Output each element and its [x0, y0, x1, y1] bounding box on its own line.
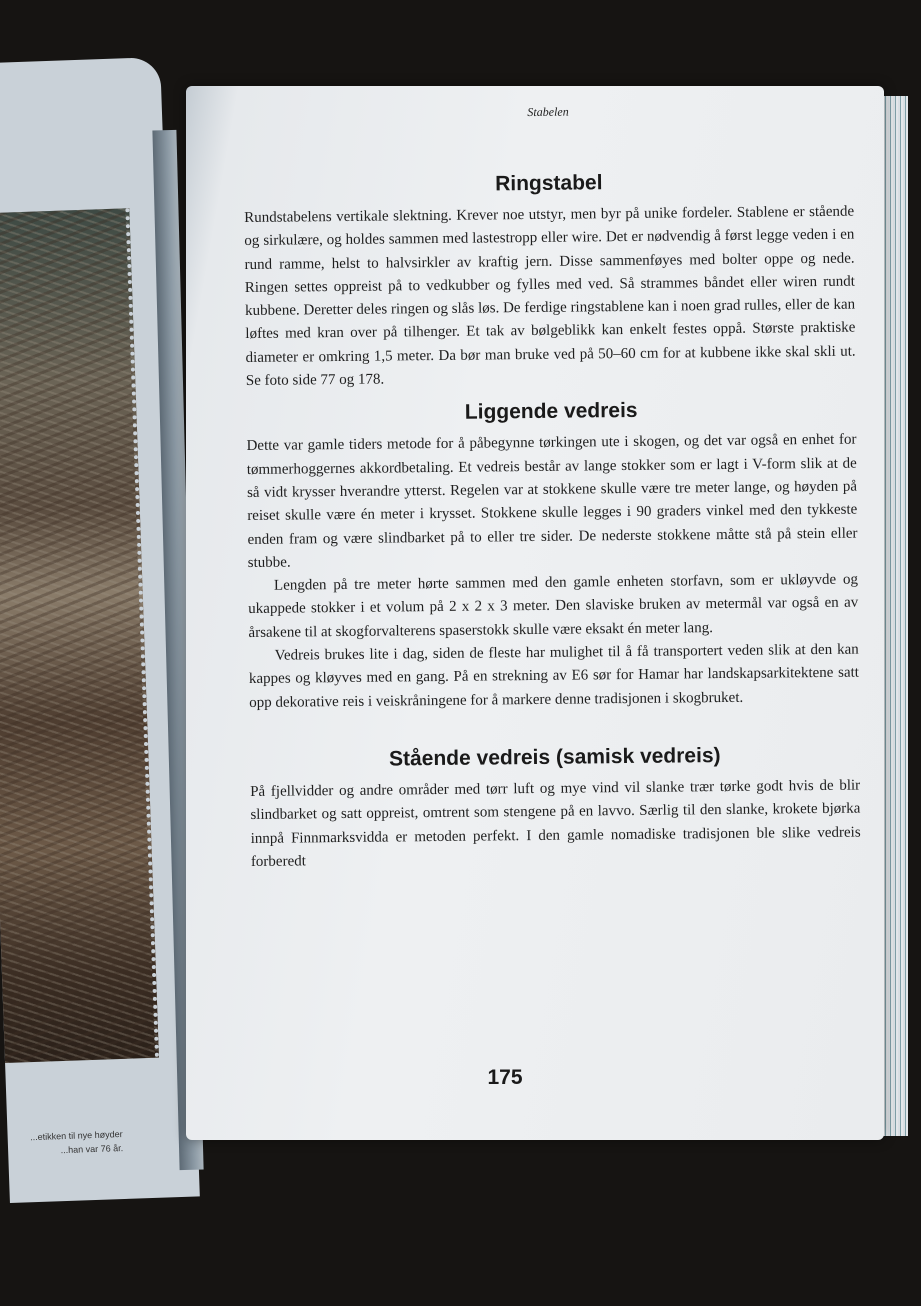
section-heading-liggende-vedreis: Liggende vedreis	[464, 399, 638, 425]
paragraph: På fjellvidder og andre områder med tørr luft og mye vind vil slanke trær tørke godt hvis de blir slindbarket og satt oppreist, omtrent som stengene på en lavvo. Særlig til den slanke, krokete bjørka innpå Finnmarksvidda er metoden perfekt. I den gamle nomadiske tradisjonen ble slike vedreis forberedt	[250, 777, 861, 870]
section-heading-ringstabel: Ringstabel	[495, 171, 603, 196]
page-number: 175	[487, 1066, 523, 1089]
running-head: Stabelen	[527, 104, 569, 120]
caption-line: ...etikken til nye høyder	[29, 1128, 123, 1143]
paragraph: Rundstabelens vertikale slektning. Krever noe utstyr, men byr på unike fordeler. Stablene er stående og sirkulære, og holdes sammen med lastestropp eller wire. Det er nødvendig å først legge veden i en rund ramme, helst to halvsirkler av kraftig jern. Disse sammenføyes med bolter oppe og nede. Ringen settes oppreist på to vedkubber og fylles med ved. Så strammes båndet eller wiren rundt kubbene. Deretter deles ringen og slås løs. De ferdige ringstablene kan i noen grad rulles, eller de kan løftes med kran over på tilhenger. Et tak av bølgeblikk kan enkelt festes oppå. Største praktiske diameter er omkring 1,5 meter. Da bør man bruke ved på 50–60 cm for at kubbene ikke skal skli ut. Se foto side 77 og 178.	[244, 203, 856, 390]
woodpile-photo	[0, 208, 159, 1063]
page-content	[243, 102, 861, 874]
paragraph: Dette var gamle tiders metode for å påbegynne tørkingen ute i skogen, og det var også en enhet for tømmerhoggernes akkordbetaling. Et vedreis består av lange stokker som er lagt i V-form slik at de så vidt krysser hverandre ytterst. Regelen var at stokkene skulle være tre meter lange, og høyden på reiset skulle være én meter i krysset. Stokkene skulle legges i 90 graders vinkel med den tykkeste enden fram og være slindbarket på to eller tre sider. De nederste stokkene måtte stå på stein eller stubbe.	[246, 431, 858, 571]
paragraph: Lengden på tre meter hørte sammen med den gamle enheten storfavn, som er ukløyvde og ukappede stokker i et volum på 2 x 2 x 3 meter. Den slaviske bruken av metermål var også en av årsakene til at skogforvalterens spaserstokk skulle være eksakt én meter lang.	[248, 571, 859, 641]
caption-line: ...han var 76 år.	[60, 1142, 124, 1156]
section-heading-staende-vedreis: Stående vedreis (samisk vedreis)	[388, 743, 721, 771]
paragraph: Vedreis brukes lite i dag, siden de fleste har mulighet til å få transportert veden slik at den kan kappes og kløyves med en gang. På en strekning av E6 sør for Hamar har landskapsarkitektene satt opp dekorative reis i veiskråningene for å markere denne tradisjonen i skogbruket.	[248, 641, 860, 711]
photo-caption	[7, 1127, 123, 1159]
